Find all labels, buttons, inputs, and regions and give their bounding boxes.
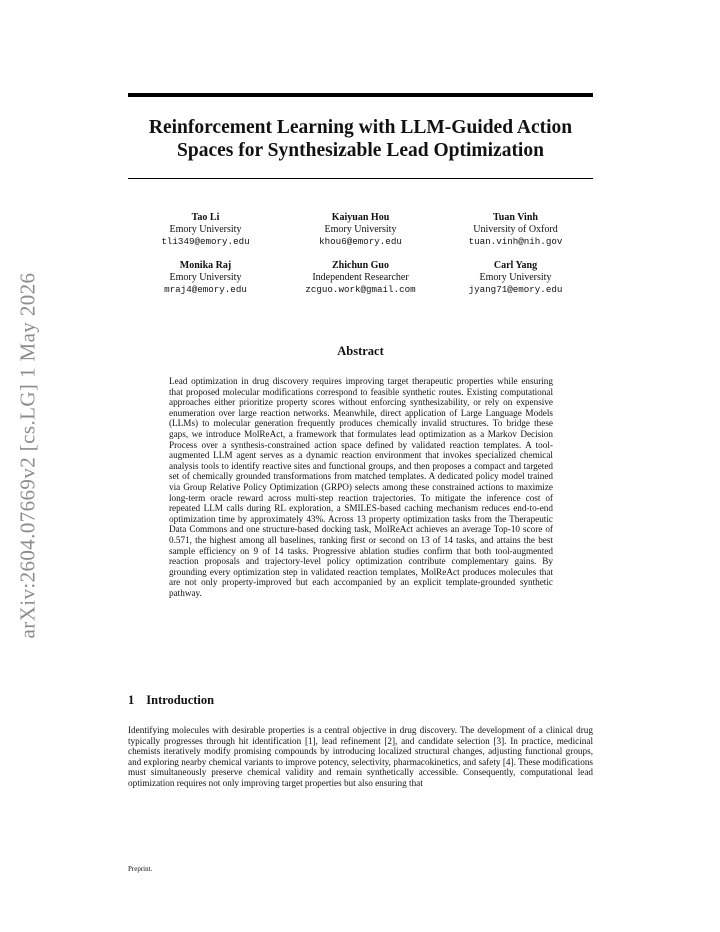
author-entry xyxy=(283,212,438,248)
author-email: tli349@emory.edu xyxy=(161,236,250,247)
author-affiliation: Emory University xyxy=(169,272,242,283)
author-affiliation: Emory University xyxy=(324,224,397,235)
preprint-footer: Preprint. xyxy=(128,865,153,873)
section-number: 1 xyxy=(128,693,135,707)
author-affiliation: Emory University xyxy=(479,272,552,283)
abstract-body: Lead optimization in drug discovery requires improving target therapeutic properties while ensuring that proposed molecular modifications correspond to feasible synthetic routes. Existing computational approaches either prioritize property scores without enforcing synthesizability, or rely on expensive enumeration over large reaction networks. Meanwhile, direct application of Large Language Models (LLMs) to molecular generation frequently produces chemically invalid structures. To bridge these gaps, we introduce MolReAct, a framework that formulates lead optimization as a Markov Decision Process over a synthesis-constrained action space defined by validated reaction templates. A tool-augmented LLM agent serves as a dynamic reaction environment that invokes specialized chemical analysis tools to identify reactive sites and functional groups, and then proposes a compact and targeted set of chemically grounded transformations from matched templates. A dedicated policy model trained via Group Relative Policy Optimization (GRPO) selects among these constrained actions to maximize long-term oracle reward across multi-step reaction trajectories. To mitigate the inference cost of repeated LLM calls during RL exploration, a SMILES-based caching mechanism reduces end-to-end optimization time by approximately 43%. Across 13 property optimization tasks from the Therapeutic Data Commons and one structure-based docking task, MolReAct achieves an average Top-10 score of 0.571, the highest among all baselines, ranking first or second on 13 of 14 tasks, and attains the best sample efficiency on 9 of 14 tasks. Progressive ablation studies confirm that both tool-augmented reaction proposals and trajectory-level policy optimization contribute complementary gains. By grounding every optimization step in validated reaction templates, MolReAct produces molecules that are not only property-improved but each accompanied by an explicit template-grounded synthetic pathway. xyxy=(169,376,553,598)
author-email: khou6@emory.edu xyxy=(319,236,402,247)
author-name: Tao Li xyxy=(191,212,220,223)
author-name: Carl Yang xyxy=(493,260,538,271)
author-email: mraj4@emory.edu xyxy=(164,284,247,295)
paper-title xyxy=(128,116,593,162)
author-name: Zhichun Guo xyxy=(332,260,389,271)
paper-title-line-2: Spaces for Synthesizable Lead Optimization xyxy=(177,140,544,161)
author-affiliation: University of Oxford xyxy=(473,224,558,235)
author-entry xyxy=(283,260,438,296)
author-name: Kaiyuan Hou xyxy=(331,212,390,223)
author-entry xyxy=(438,212,593,248)
author-email: jyang71@emory.edu xyxy=(468,284,563,295)
arxiv-identifier-stamp xyxy=(6,270,50,640)
author-entry xyxy=(438,260,593,296)
section-title: Introduction xyxy=(146,693,215,707)
author-email: tuan.vinh@nih.gov xyxy=(468,236,563,247)
author-affiliation: Emory University xyxy=(169,224,242,235)
author-affiliation: Independent Researcher xyxy=(312,272,409,283)
paper-title-line-1: Reinforcement Learning with LLM-Guided Action xyxy=(148,117,573,138)
title-top-rule xyxy=(128,93,593,97)
arxiv-identifier-text: arXiv:2604.07669v2 [cs.LG] 1 May 2026 xyxy=(15,272,40,638)
author-row-1 xyxy=(128,212,593,248)
author-name: Monika Raj xyxy=(179,260,232,271)
section-heading xyxy=(128,693,214,708)
author-entry xyxy=(128,260,283,296)
author-row-2 xyxy=(128,260,593,296)
author-block xyxy=(128,212,593,308)
title-bottom-rule xyxy=(128,178,593,179)
author-email: zcguo.work@gmail.com xyxy=(305,284,416,295)
abstract-heading: Abstract xyxy=(337,344,384,358)
introduction-paragraph: Identifying molecules with desirable properties is a central objective in drug discovery. The development of a clinical drug typically progresses through hit identification [1], lead refinement [2], and candidate selection [3]. In practice, medicinal chemists iteratively modify promising compounds by introducing localized structural changes, adjusting functional groups, and exploring nearby chemical variants to improve potency, selectivity, pharmacokinetics, and safety [4]. These modifications must simultaneously preserve chemical validity and remain synthetically accessible. Consequently, computational lead optimization requires not only improving target properties but also ensuring that xyxy=(128,725,593,788)
author-name: Tuan Vinh xyxy=(493,212,538,223)
author-entry xyxy=(128,212,283,248)
